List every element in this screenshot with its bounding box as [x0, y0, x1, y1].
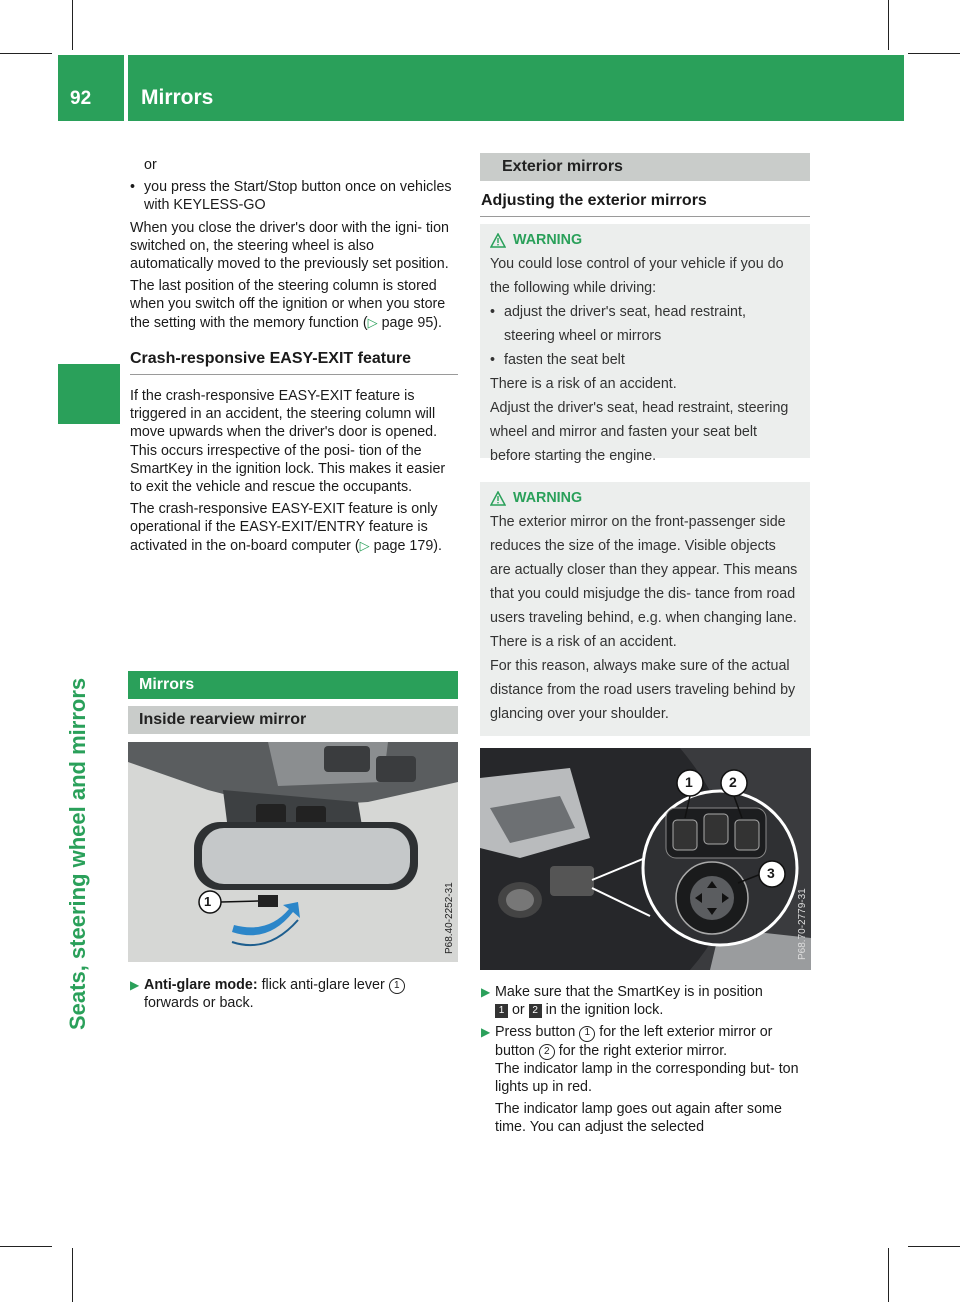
page-ref-arrow-icon: ▷	[359, 537, 370, 553]
subsection-bar-exterior-mirrors: Exterior mirrors	[480, 153, 810, 181]
warning-box-2	[480, 482, 810, 736]
text-or: or	[144, 157, 157, 173]
paragraph: The crash-responsive EASY-EXIT feature is only operational if the EASY-EXIT/ENTRY feature is activated in the on-board computer (▷ page 179).	[130, 501, 443, 554]
side-tab	[58, 364, 120, 424]
callout-number: 1	[579, 1026, 595, 1042]
crop-mark	[888, 1248, 889, 1302]
step-item: ▶ Press button 1 for the left exterior mirror or button 2 for the right exterior mirror. The indicator lamp in the corresponding but- ton lights up in red.	[481, 1024, 799, 1096]
bullet-item: • you press the Start/Stop button once on vehicles with KEYLESS-GO	[130, 179, 452, 214]
callout-number: 2	[539, 1044, 555, 1060]
key-position-1: 1	[495, 1004, 508, 1018]
crop-mark	[72, 1248, 73, 1302]
callout-number: 1	[389, 978, 405, 994]
step-arrow-icon: ▶	[130, 978, 140, 992]
warning-triangle-icon	[490, 233, 506, 248]
page-ref-arrow-icon: ▷	[367, 314, 378, 330]
subsection-bar-inside-mirror: Inside rearview mirror	[128, 706, 458, 734]
crop-mark	[908, 1246, 960, 1247]
page-ref-link[interactable]: page 179	[373, 537, 434, 554]
warning-intro: You could lose control of your vehicle if you do the following while driving:	[490, 256, 784, 296]
key-position-2: 2	[529, 1004, 542, 1018]
crop-mark	[888, 0, 889, 50]
warning-bullet: • fasten the seat belt	[490, 352, 625, 368]
section-bar-mirrors: Mirrors	[128, 671, 458, 699]
warning-text: For this reason, always make sure of the actual distance from the road users traveling behind by glancing over your shoulder.	[490, 658, 796, 722]
figure-callout: 3	[767, 865, 775, 881]
page-number: 92	[70, 88, 92, 109]
warning-title: WARNING	[513, 232, 583, 248]
warning-triangle-icon	[490, 491, 506, 506]
warning-action: Adjust the driver's seat, head restraint, steering wheel and mirror and fasten your seat belt before starting the engine.	[490, 400, 789, 464]
warning-box-1	[480, 224, 810, 464]
crop-mark	[908, 53, 960, 54]
warning-bullet: • adjust the driver's seat, head restraint, steering wheel or mirrors	[490, 304, 746, 344]
heading-rule	[130, 374, 458, 375]
crop-mark	[0, 1246, 52, 1247]
paragraph: If the crash-responsive EASY-EXIT feature is triggered in an accident, the steering column will move upwards when the driver's door is opened. This occurs irrespective of the posi- tion of the SmartKey in the ignition lock. This makes it easier to exit the vehicle and rescue the occupants.	[130, 388, 446, 496]
warning-title: WARNING	[513, 490, 583, 506]
paragraph: The last position of the steering column is stored when you switch off the ignition or when you store the setting with the memory function (▷ page 95).	[130, 278, 446, 331]
warning-text: The exterior mirror on the front-passenger side reduces the size of the image. Visible objects are actually closer than they appear. This means that you could misjudge the dis- tance from road users traveling behind, e.g. when changing lane. There is a risk of an accident.	[490, 514, 798, 650]
crop-mark	[0, 53, 52, 54]
figure-callout: 1	[204, 894, 212, 909]
figure-callout: 2	[729, 774, 737, 790]
step-arrow-icon: ▶	[481, 985, 491, 999]
anti-glare-step: ▶ Anti-glare mode: flick anti-glare lever 1 forwards or back.	[130, 976, 458, 1012]
heading-rule	[480, 216, 810, 217]
side-tab-text: Seats, steering wheel and mirrors	[65, 677, 90, 1030]
figure-inside-rearview-mirror	[128, 742, 458, 962]
header-separator	[124, 55, 128, 121]
crop-mark	[72, 0, 73, 50]
step-arrow-icon: ▶	[481, 1025, 491, 1040]
heading-crash-responsive: Crash-responsive EASY-EXIT feature	[130, 349, 411, 367]
warning-risk: There is a risk of an accident.	[490, 376, 677, 392]
door-panel-illustration	[480, 748, 811, 970]
step-label: Anti-glare mode:	[144, 977, 258, 993]
figure-code: P68.40-2252-31	[444, 882, 455, 954]
figure-callout: 1	[685, 774, 693, 790]
figure-code: P68.70-2779-31	[797, 888, 808, 960]
mirror-illustration	[128, 742, 458, 962]
step-item: ▶ Make sure that the SmartKey is in position 1 or 2 in the ignition lock.	[481, 984, 763, 1019]
heading-adjusting-exterior-mirrors: Adjusting the exterior mirrors	[481, 192, 707, 209]
paragraph: The indicator lamp goes out again after some time. You can adjust the selected	[495, 1101, 782, 1136]
figure-exterior-mirror-controls	[480, 748, 811, 970]
paragraph: When you close the driver's door with the igni- tion switched on, the steering wheel is also automatically moved to the previously set position.	[130, 219, 450, 273]
page-ref-link[interactable]: page 95	[381, 314, 434, 331]
header-title: Mirrors	[141, 86, 214, 109]
left-column	[130, 156, 458, 559]
exterior-mirror-steps	[481, 983, 811, 1141]
